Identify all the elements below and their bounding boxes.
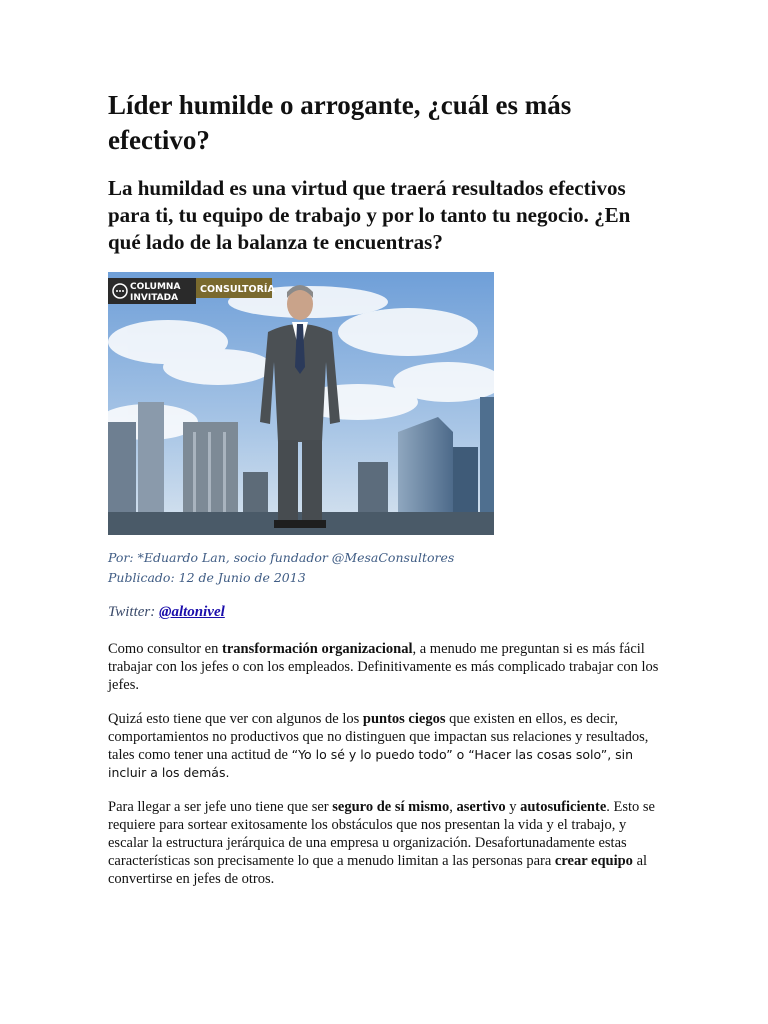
badge-tag: CONSULTORÍA xyxy=(200,284,275,295)
p3-text-i: al convertirse en jefes de otros. xyxy=(108,853,648,887)
article-meta xyxy=(108,548,668,588)
p2-text-c: que existen en ellos, es decir, comportamientos no productivos que no distinguen que impactan sus relaciones y resultados, tales como tener una actitud de xyxy=(108,711,649,763)
author-line: Por: *Eduardo Lan, socio fundador @MesaConsultores xyxy=(108,550,455,565)
p3-bold-4: crear equipo xyxy=(554,853,633,869)
p3-text-g: . Esto se requiere para sortear exitosamente los obstáculos que nos presentan la vida y el trabajo, y escalar la estructura jerárquica de una empresa u organización. Desafortunadamente estas características son precisamente lo que a menudo limitan a las personas para xyxy=(108,799,655,869)
badge-line1: COLUMNA xyxy=(130,282,181,292)
twitter-label: Twitter: xyxy=(108,604,156,620)
twitter-handle-link[interactable]: @altonivel xyxy=(158,604,225,620)
article-subtitle: La humildad es una virtud que traerá resultados efectivos para ti, tu equipo de trabajo y por lo tanto tu negocio. ¿En qué lado de la balanza te encuentras? xyxy=(108,176,631,254)
article-title: Líder humilde o arrogante, ¿cuál es más efectivo? xyxy=(108,90,572,155)
p2-quote: “Yo lo sé y lo puedo todo” o “Hacer las cosas solo”, sin incluir a los demás. xyxy=(108,747,634,780)
twitter-line xyxy=(108,602,225,622)
published-date: Publicado: 12 de Junio de 2013 xyxy=(108,570,306,585)
paragraph-1 xyxy=(108,640,668,694)
p3-text-a: Para llegar a ser jefe uno tiene que ser xyxy=(108,799,333,815)
paragraph-2 xyxy=(108,710,668,782)
badge-line2: INVITADA xyxy=(130,293,179,303)
p1-text-c: , a menudo me preguntan si es más fácil trabajar con los jefes o con los empleados. Definitivamente es más complicado trabajar con los jefes. xyxy=(108,641,659,693)
p2-bold-term: puntos ciegos xyxy=(362,711,446,727)
p3-bold-3: autosuficiente xyxy=(520,799,607,815)
p3-text-c: , xyxy=(449,799,457,815)
hero-image xyxy=(108,272,494,535)
p3-bold-1: seguro de sí mismo xyxy=(332,799,450,815)
p1-bold-term: transformación organizacional xyxy=(221,641,413,657)
p2-text-a: Quizá esto tiene que ver con algunos de los xyxy=(108,711,363,727)
p3-text-e: y xyxy=(505,799,521,815)
p3-bold-2: asertivo xyxy=(456,799,506,815)
p1-text-a: Como consultor en xyxy=(108,641,222,657)
paragraph-3 xyxy=(108,798,668,888)
